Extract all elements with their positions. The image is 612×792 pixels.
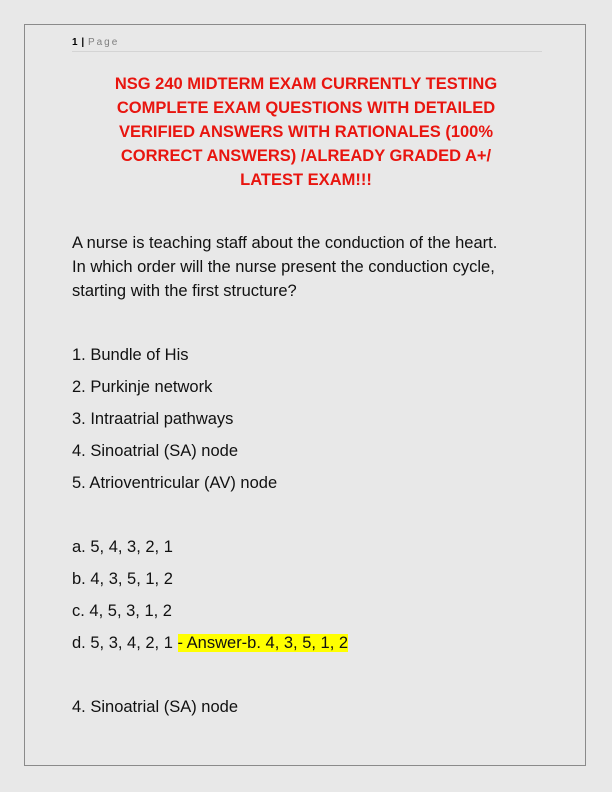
final-line: 4. Sinoatrial (SA) node	[72, 698, 239, 716]
option-c: c. 4, 5, 3, 1, 2	[72, 602, 172, 620]
question-line: starting with the first structure?	[72, 282, 297, 300]
title-line: CORRECT ANSWERS) /ALREADY GRADED A+/	[120, 147, 492, 165]
title-line: COMPLETE EXAM QUESTIONS WITH DETAILED	[116, 99, 496, 117]
document-title	[72, 72, 540, 192]
structure-list	[72, 343, 552, 503]
structure-item: 3. Intraatrial pathways	[72, 410, 234, 428]
structure-item: 2. Purkinje network	[72, 378, 213, 396]
option-d-row	[72, 631, 552, 663]
question-line: A nurse is teaching staff about the conduction of the heart.	[72, 234, 498, 252]
option-a: a. 5, 4, 3, 2, 1	[72, 538, 173, 556]
title-line: LATEST EXAM!!!	[240, 171, 372, 189]
question-text	[72, 231, 552, 303]
page-label: Page	[87, 37, 120, 48]
option-b: b. 4, 3, 5, 1, 2	[72, 570, 173, 588]
page-header	[72, 36, 542, 52]
structure-item: 1. Bundle of His	[72, 346, 189, 364]
option-list	[72, 535, 552, 663]
title-line: VERIFIED ANSWERS WITH RATIONALES (100%	[118, 123, 494, 141]
structure-item: 5. Atrioventricular (AV) node	[72, 474, 278, 492]
option-d: d. 5, 3, 4, 2, 1	[72, 634, 178, 652]
page-separator: |	[81, 37, 85, 48]
page-number: 1	[72, 37, 78, 48]
title-line: NSG 240 MIDTERM EXAM CURRENTLY TESTING	[114, 75, 498, 93]
structure-item: 4. Sinoatrial (SA) node	[72, 442, 239, 460]
answer-highlight: - Answer-b. 4, 3, 5, 1, 2	[177, 634, 349, 652]
question-line: In which order will the nurse present the conduction cycle,	[72, 258, 495, 276]
